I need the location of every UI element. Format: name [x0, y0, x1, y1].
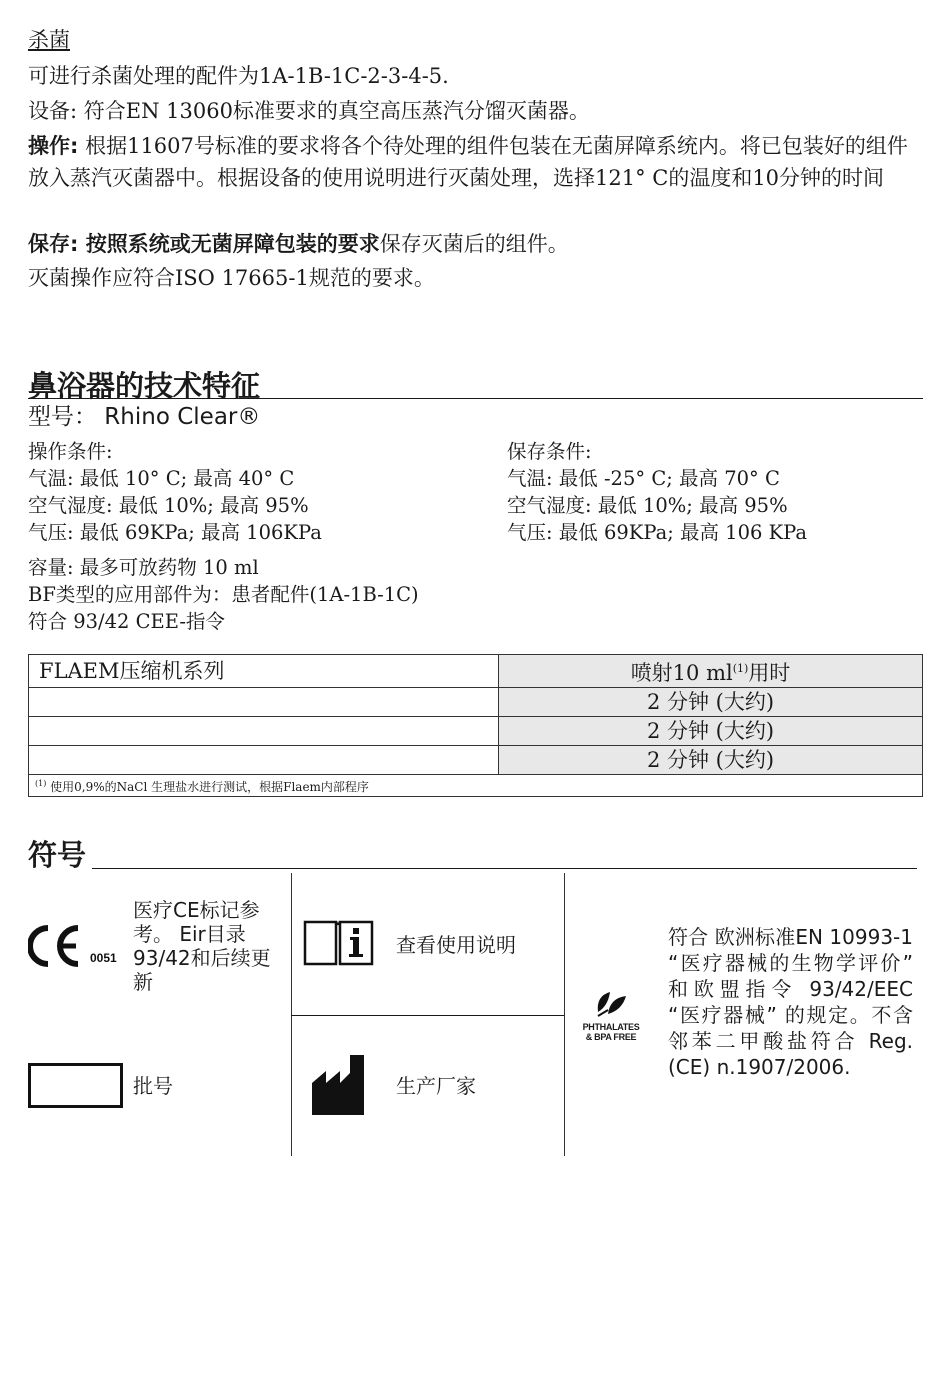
tech-section-title: 鼻浴器的技术特征	[28, 369, 261, 403]
storage-pressure: 气压: 最低 69KPa; 最高 106 KPa	[507, 521, 808, 544]
operating-label: 操作条件:	[28, 440, 113, 463]
table-row	[29, 717, 923, 746]
storage-label: 保存: 按照系统或无菌屏障包装的要求	[28, 232, 380, 256]
storage-conditions	[507, 438, 807, 546]
storage-cond-label: 保存条件:	[507, 440, 592, 463]
device-specs	[28, 554, 419, 635]
ce-mark-icon	[28, 924, 123, 972]
row-compressor	[29, 746, 499, 775]
phthalates-label-1: PHTHALATES	[582, 1022, 640, 1032]
phthalates-label-2: & BPA FREE	[585, 1032, 637, 1042]
table-row	[29, 688, 923, 717]
capacity-line: 容量: 最多可放药物 10 ml	[28, 556, 259, 579]
row-time: 2 分钟 (大约)	[499, 717, 923, 746]
lot-box-icon	[28, 1063, 123, 1108]
table-footnote: $^{(1)}$ 使用0,9%的NaCl 生理盐水进行测试，根据Flaem内部程序	[29, 775, 923, 797]
storage-text: 保存灭菌后的组件。	[379, 232, 569, 256]
lot-description: 批号	[133, 1074, 173, 1098]
operating-temp: 气温: 最低 10° C; 最高 40° C	[28, 467, 295, 490]
ce-description: 医疗CE标记参考。 Eir目录 93/42和后续更新	[133, 898, 271, 994]
table-row	[29, 746, 923, 775]
manual-description: 查看使用说明	[396, 933, 516, 957]
header-spray-time: 喷射10 $ml^{(1)}$用时	[499, 655, 923, 688]
factory-icon	[312, 1055, 366, 1119]
sterilization-equipment-line: 设备: 符合EN 13060标准要求的真空高压蒸汽分馏灭菌器。	[28, 99, 590, 123]
operating-pressure: 气压: 最低 69KPa; 最高 106KPa	[28, 521, 322, 544]
bf-parts-line: BF类型的应用部件为：患者配件(1A-1B-1C)	[28, 583, 419, 606]
model-line: 型号： Rhino Clear®	[28, 404, 261, 430]
row-time: 2 分钟 (大约)	[499, 746, 923, 775]
info-book-icon	[302, 918, 376, 972]
storage-line	[28, 228, 569, 258]
phthalates-description: 符合 欧洲标准EN 10993-1 “医疗器械的生物学评价” 和欧盟指令 93/42/EEC “医疗器械” 的规定。不含邻苯二甲酸盐符合 Reg.(CE) n.1907/2006.	[668, 925, 913, 1079]
symbols-section-title: 符号	[28, 838, 87, 872]
manufacturer-description: 生产厂家	[396, 1074, 476, 1098]
storage-temp: 气温: 最低 -25° C; 最高 70° C	[507, 467, 780, 490]
table-header-row	[29, 655, 923, 688]
row-compressor	[29, 717, 499, 746]
symbols-divider-2	[564, 873, 565, 1156]
phthalates-badge	[580, 988, 642, 1042]
leaf-icon	[594, 988, 628, 1018]
operating-humidity: 空气湿度: 最低 10%; 最高 95%	[28, 494, 309, 517]
operation-text: 根据11607号标准的要求将各个待处理的组件包装在无菌屏障系统内。将已包装好的组件放入蒸汽灭菌器中。根据设备的使用说明进行灭菌处理，选择121° C的温度和10分钟的时间	[28, 134, 908, 190]
table-footnote-row	[29, 775, 923, 797]
row-compressor	[29, 688, 499, 717]
operating-conditions	[28, 438, 322, 546]
sterilization-operation-paragraph	[28, 130, 928, 194]
sterilization-parts-line: 可进行杀菌处理的配件为1A-1B-1C-2-3-4-5.	[28, 64, 449, 88]
directive-line: 符合 93/42 CEE-指令	[28, 610, 225, 633]
svg-text:0051: 0051	[90, 951, 117, 965]
sterilization-iso-line: 灭菌操作应符合ISO 17665-1规范的要求。	[28, 266, 435, 290]
symbols-divider-3	[291, 1015, 564, 1016]
operation-label: 操作:	[28, 134, 79, 158]
storage-humidity: 空气湿度: 最低 10%; 最高 95%	[507, 494, 788, 517]
row-time: 2 分钟 (大约)	[499, 688, 923, 717]
sterilization-heading: 杀菌	[28, 28, 70, 52]
header-compressor: FLAEM压缩机系列	[29, 655, 499, 688]
compressor-table	[28, 654, 923, 797]
symbols-title-rule	[92, 868, 917, 869]
